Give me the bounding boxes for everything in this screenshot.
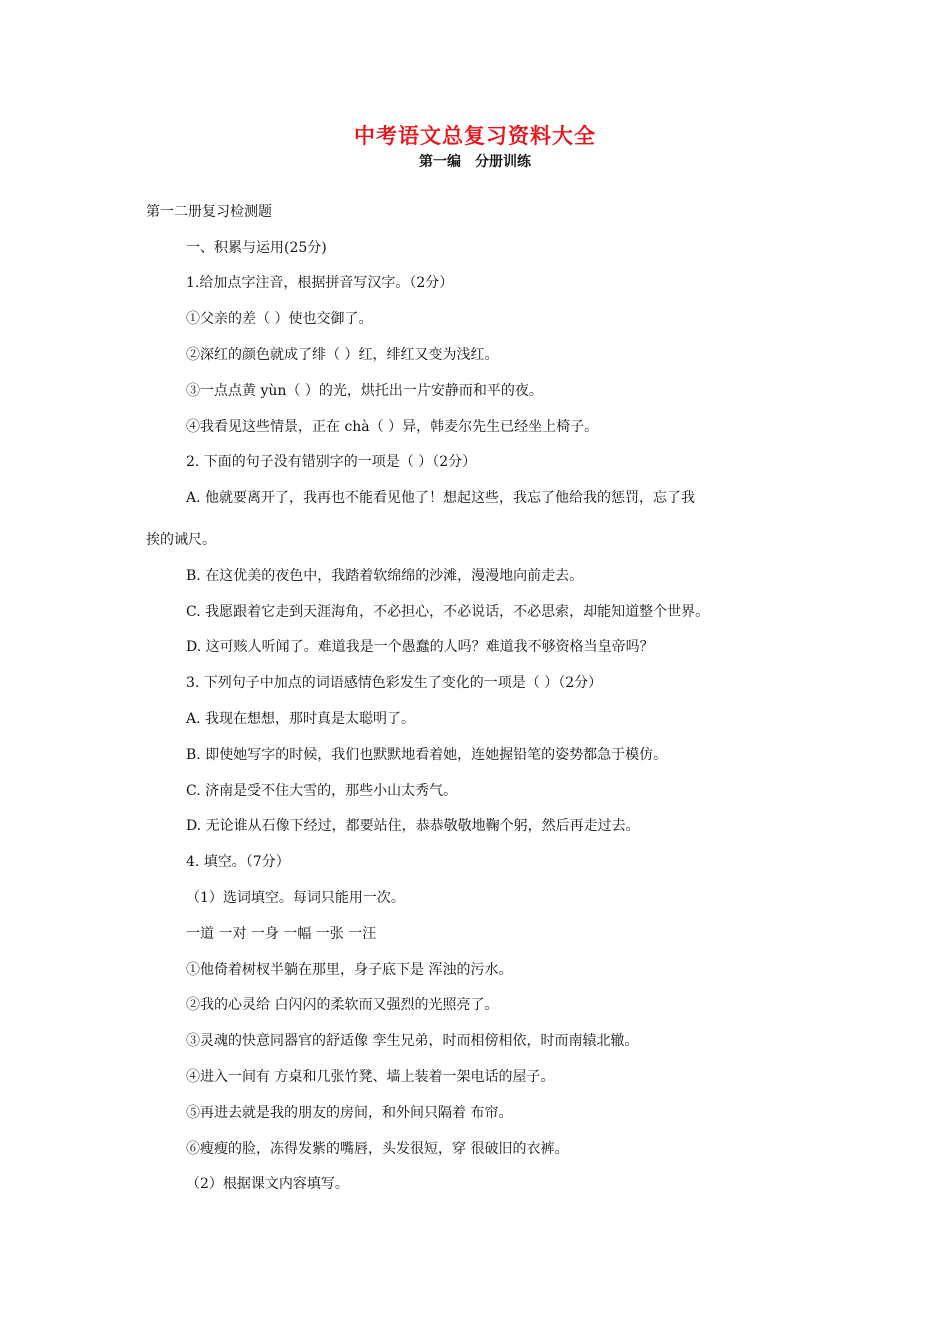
- question-4: 4. 填空。（7分）: [186, 854, 290, 870]
- question-2-option-b: B. 在这优美的夜色中，我踏着软绵绵的沙滩，漫漫地向前走去。: [186, 568, 584, 584]
- question-1-item-2: ②深红的颜色就成了绯（ ）红，绯红又变为浅红。: [186, 347, 499, 363]
- question-2-option-c: C. 我愿跟着它走到天涯海角，不必担心，不必说话，不必思索，却能知道整个世界。: [186, 604, 710, 620]
- question-4-item-1: ①他倚着树杈半躺在那里，身子底下是 浑浊的污水。: [186, 962, 513, 978]
- question-3: 3. 下列句子中加点的词语感情色彩发生了变化的一项是（ ）（2分）: [186, 675, 603, 691]
- question-1-item-1: ①父亲的差（ ）使也交御了。: [186, 311, 373, 327]
- question-4-part-1: （1）选词填空。每词只能用一次。: [186, 890, 405, 906]
- question-2: 2. 下面的句子没有错别字的一项是（ ）（2分）: [186, 454, 477, 470]
- question-3-option-d: D. 无论谁从石像下经过，都要站住，恭恭敬敬地鞠个躬，然后再走过去。: [186, 818, 640, 834]
- document-title: 中考语文总复习资料大全: [354, 123, 596, 148]
- question-3-option-b: B. 即使她写字的时候，我们也默默地看着她，连她握铅笔的姿势都急于模仿。: [186, 747, 668, 763]
- part-heading: 一、积累与运用(25分): [186, 240, 327, 256]
- question-2-option-a-cont: 挨的诫尺。: [146, 532, 216, 548]
- word-choices: 一道 一对 一身 一幅 一张 一汪: [186, 926, 377, 942]
- question-4-item-2: ②我的心灵给 白闪闪的柔软而又强烈的光照亮了。: [186, 997, 499, 1013]
- question-2-option-a: A. 他就要离开了，我再也不能看见他了！想起这些，我忘了他给我的惩罚，忘了我: [186, 490, 696, 506]
- question-1: 1.给加点字注音，根据拼音写汉字。（2分）: [186, 275, 454, 291]
- question-4-item-5: ⑤再进去就是我的朋友的房间，和外间只隔着 布帘。: [186, 1105, 513, 1121]
- document-subtitle: 第一编 分册训练: [419, 154, 531, 170]
- question-4-item-6: ⑥瘦瘦的脸，冻得发紫的嘴唇，头发很短，穿 很破旧的衣裤。: [186, 1141, 569, 1157]
- question-3-option-c: C. 济南是受不住大雪的，那些小山太秀气。: [186, 783, 458, 799]
- question-1-item-4: ④我看见这些情景，正在 chà（ ）异，韩麦尔先生已经坐上椅子。: [186, 419, 599, 435]
- question-4-part-2: （2）根据课文内容填写。: [186, 1176, 349, 1192]
- question-4-item-4: ④进入一间有 方桌和几张竹凳、墙上装着一架电话的屋子。: [186, 1069, 555, 1085]
- section-heading: 第一二册复习检测题: [146, 204, 272, 220]
- question-2-option-d: D. 这可赅人听闻了。难道我是一个愚蠢的人吗？难道我不够资格当皇帝吗？: [186, 639, 654, 655]
- question-4-item-3: ③灵魂的快意同器官的舒适像 孪生兄弟，时而相傍相依，时而南辕北辙。: [186, 1033, 639, 1049]
- question-3-option-a: A. 我现在想想，那时真是太聪明了。: [186, 711, 416, 727]
- question-1-item-3: ③一点点黄 yùn（ ）的光，烘托出一片安静而和平的夜。: [186, 383, 543, 399]
